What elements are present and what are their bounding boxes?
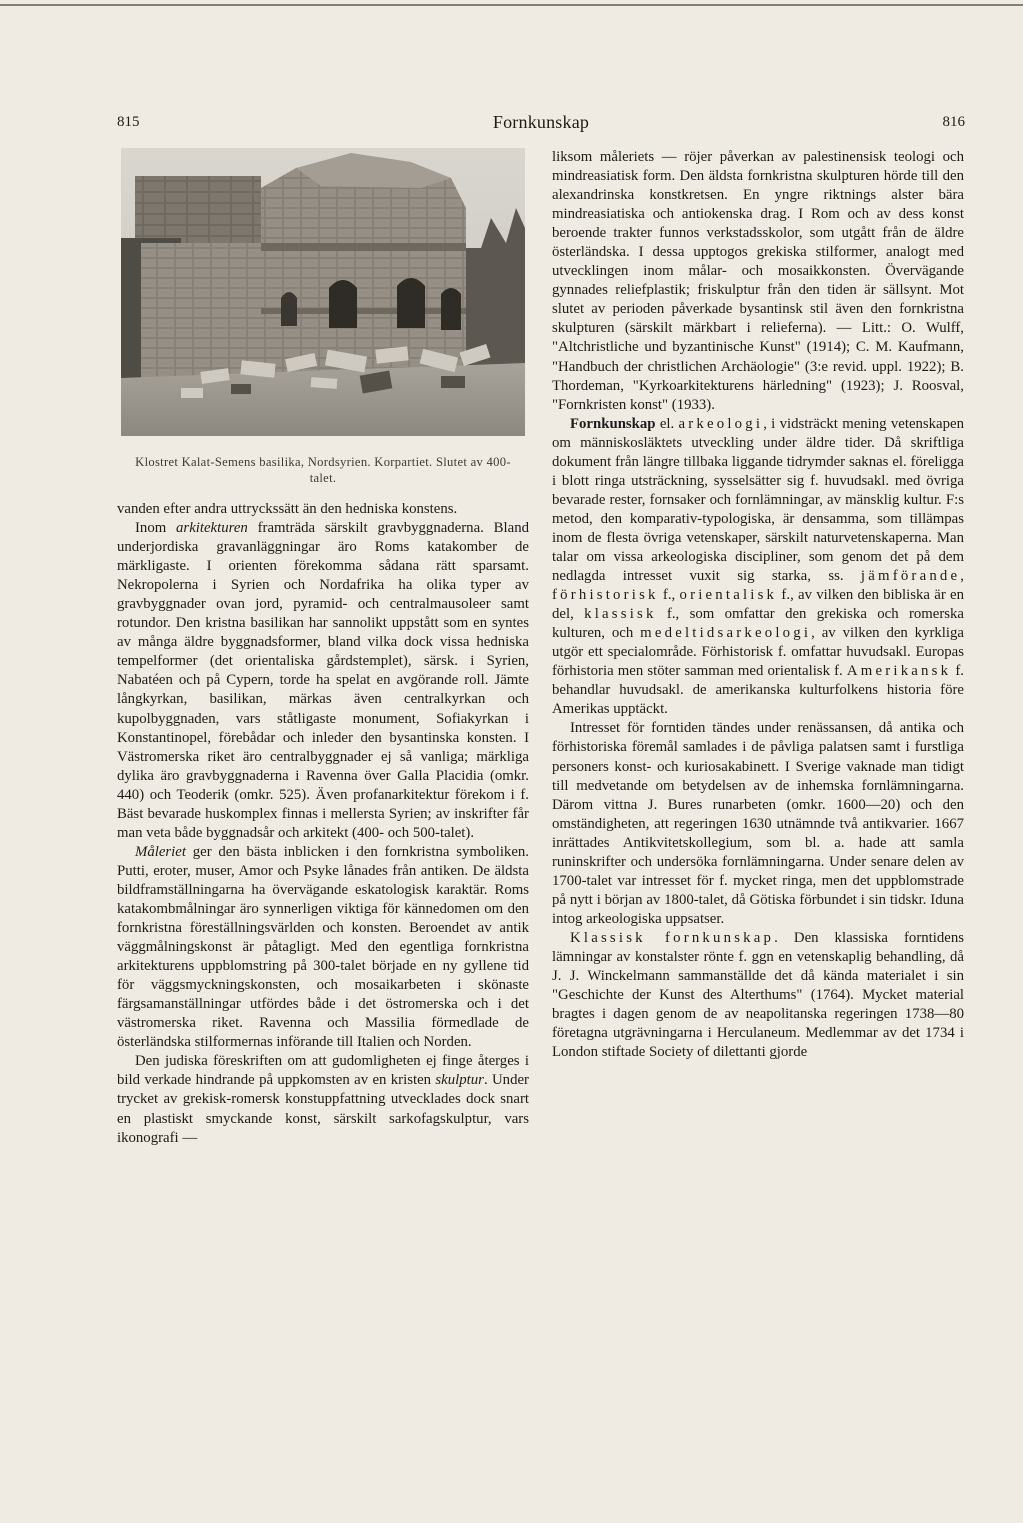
left-paragraph-1: vanden efter andra uttryckssätt än den hedniska konstens. [117, 501, 458, 517]
left-paragraph-2: Inom arkitekturen framträda särskilt gravbyggnaderna. Bland underjordiska gravanläggningar äro Roms katakomber de märkligaste. I orienten förekomma sådana rätt sparsamt. Nekropolerna i Syrien och Nordafrika ha olika typer av gravbyggnader ovan jord, pyramid- och centralmausoleer samt rotundor. Den kristna basilikan har sannolikt uppstått som en syntes av många äldre byggnadsformer, bland vilka dock vissa hedniska tempelformer (det orientaliska gårdstemplet), särsk. i Syrien, Nabatéen och på Cypern, torde ha spelat en avgörande roll. Jämte långkyrkan, basilikan, märkas även centralkyrkan och kupolbyggnaden, vars ståtligaste monument, Sofiakyrkan i Konstantinopel, förebådar och inleder den bysantinska konsten. I Västromerska riket äro centralbyggnader ej så vanliga; märkliga dylika äro gravbyggnaderna i Ravenna över Galla Placidia (omkr. 440) och Teoderik (omkr. 525). Även profanarkitektur förekom i f. Bäst bevarade huskomplex finnas i mellersta Syrien; av inskrifter får man veta både byggnadsår och arkitekt (400- och 500-talet). [117, 520, 529, 841]
page-header [117, 112, 965, 136]
right-paragraph-1: liksom måleriets — röjer påverkan av palestinensisk teologi och mindreasiatisk form. Den äldsta fornkristna skulpturen hörde till den alexandrinska konstkretsen. En yngre riktnings alster bära mindreasiatiska och antiokenska drag. I Rom och av dess konst beroende trakter funnos verkstadsskolor, som utgått från de äldre österländska. I dessa upptogos grekiska stilformer, analogt med utvecklingen inom målar- och mosaikkonsten. Övervägande gynnades reliefplastik; friskulptur från den tiden är sällsynt. Mot slutet av perioden påverkade bysantinsk stil även den fornkristna skulpturen (särskilt märkbart i relieferna). — Litt.: O. Wulff, "Altchristliche und byzantinische Kunst" (1914); C. M. Kaufmann, "Handbuch der christlichen Archäologie" (3:e revid. uppl. 1922); B. Thordeman, "Kyrkoarkitekturens härledning" (1923); J. Roosval, "Fornkristen konst" (1933). [552, 149, 964, 413]
top-rule [0, 4, 1023, 6]
term-skulptur: skulptur [435, 1072, 484, 1089]
figure-caption: Klostret Kalat-Semens basilika, Nordsyrien. Korpartiet. Slutet av 400-talet. [135, 455, 511, 485]
page-number-left: 815 [117, 114, 140, 130]
term-maleriet: Måleriet [135, 843, 186, 860]
right-paragraph-4: Klassisk fornkunskap. Den klassiska forntidens lämningar av konstalster rönte f. ggn en vetenskaplig behandling, då J. J. Winckelmann sammanställde det då kända materialet i sin "Geschichte der Kunst des Alterthums" (1764). Mycket material bragtes i dagen genom de av neapolitanska regeringen 1738—80 företagna utgrävningarna i Herculaneum. Medlemmar av det 1734 i London stiftade Society of dilettanti gjorde [552, 929, 965, 1061]
term-arkitekturen: arkitekturen [176, 520, 248, 537]
right-column [552, 148, 964, 1062]
page-number-right: 816 [942, 114, 965, 130]
running-title: Fornkunskap [492, 112, 590, 132]
left-column [117, 148, 529, 1148]
subheading-klassisk-fornkunskap: Klassisk fornkunskap [570, 929, 775, 946]
entry-fornkunskap: Fornkunskap el. arkeologi, i vidsträckt mening vetenskapen om människosläktets utveckling under äldre tider. Då skriftliga dokument från längre tillbaka liggande tidrymder saknas el. föreligga i blott ringa utsträckning, sysselsätter sig f. huvudsakl. med övriga bevarade rester, fornsaker och fornlämningar, av mänsklig kultur. F:s metod, den komparativ-typologiska, är densamma, som tillämpas inom de flesta övriga vetenskaper, särskilt naturvetenskaperna. Man talar om vissa arkeologiska discipliner, som genom det på dem nedlagda intresset vuxit sig starka, ss. jämförande, förhistorisk f., orientalisk f., av vilken den bibliska är en del, klassisk f., som omfattar den grekiska och romerska kulturen, och medeltidsarkeologi, av vilken den kyrkliga utgör ett specialområde. Förhistorisk f. omfattar huvudsakl. Europas förhistoria men stöter samman med orientalisk f. Amerikansk f. behandlar huvudsakl. de amerikanska kulturfolkens historia före Amerikas upptäckt. [552, 415, 964, 718]
left-paragraph-3: Måleriet ger den bästa inblicken i den fornkristna symboliken. Putti, eroter, muser, Amor och Psyke lånades från antiken. De äldsta bildframställningarna ha övervägande eskatologisk karaktär. Roms katakombmålningar äro synnerligen viktiga för kännedomen om den fornkristna föreställningsvärlden och konsten. Beroendet av antik väggmålningskonst är påtagligt. Med den egentliga fornkristna arkitekturens uppblomstring på 300-talet började en ny gyllene tid för väggsmyckningskonsten, och mosaikarbeten i skönaste färgsamanställningar utfördes både i det östromerska och i det västromerska riket. Ravenna och Massilia förmedlade de österländska stilformernas införande till Italien och Norden. [117, 843, 529, 1051]
right-paragraph-3: Intresset för forntiden tändes under renässansen, då antika och förhistoriska föremål samlades i de påvliga palatsen samt i furstliga personers konst- och kuriosakabinett. I Sverige vaknade man tidigt till medvetande om betydelsen av de inhemska fornlämningarna. Därom vittna J. Bures runarbeten (omkr. 1600—20) och den omständigheten, att regeringen 1630 utnämnde två antikvarier. 1667 inrättades Antikvitetskollegium, som bl. a. hade att samla runinskrifter och undersöka fornlämningarna. Under senare delen av 1700-talet var intresset för f. mycket ringa, men det uppblomstrade på nytt i början av 1800-talet, då Götiska förbundet i sin tidskr. Iduna intog arkeologiska uppsatser. [552, 720, 964, 927]
basilica-photo [121, 148, 525, 436]
left-paragraph-4: Den judiska föreskriften om att gudomligheten ej finge återges i bild verkade hindrande på uppkomsten av en kristen skulptur. Under trycket av grekisk-romersk konstuppfattning utvecklades dock snart en plastiskt smyckande konst, särskilt sarkofagskulptur, vars ikonografi — [117, 1053, 529, 1146]
entry-headword: Fornkunskap [570, 415, 656, 432]
